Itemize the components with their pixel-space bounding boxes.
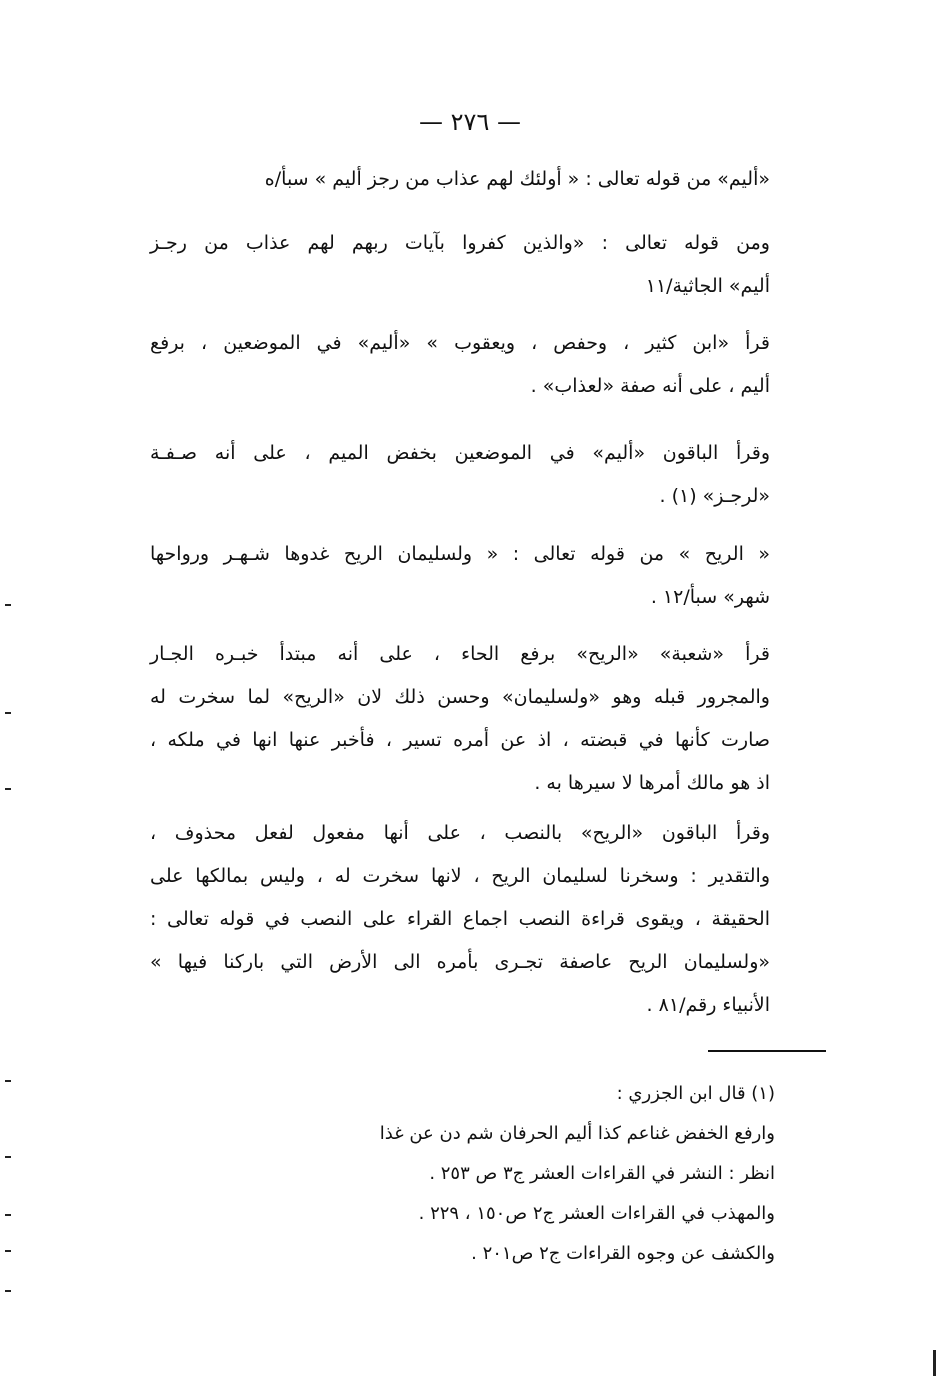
text-line: «لرجـز» (١) . bbox=[659, 485, 770, 507]
paragraph-shuba-reading bbox=[150, 633, 770, 805]
text-line: قرأ «ابن كثير ، وحفص ، ويعقوب » «أليم» في الموضعين ، برفع bbox=[150, 332, 770, 354]
footnote-divider bbox=[708, 1050, 826, 1052]
text-line: أليم ، على أنه صفة «لعذاب» . bbox=[530, 375, 770, 397]
text-line: اذ هو مالك أمرها لا سيرها به . bbox=[534, 772, 770, 794]
text-line: شهر» سبأ/١٢ . bbox=[650, 586, 770, 608]
footnote-line: انظر : النشر في القراءات العشر ج٣ ص ٢٥٣ . bbox=[429, 1163, 775, 1184]
scan-mark bbox=[933, 1350, 936, 1376]
footnote-line: (١) قال ابن الجزري : bbox=[616, 1083, 775, 1104]
paragraph-nasb-reading bbox=[150, 812, 770, 1027]
footnote-line: وارفع الخفض غناعم كذا أليم الحرفان شم دن عن غذا bbox=[379, 1123, 775, 1144]
text-line: الأنبياء رقم/٨١ . bbox=[646, 994, 770, 1016]
text-line: أليم» الجاثية/١١ bbox=[645, 275, 770, 297]
paragraph-reading-khafd bbox=[150, 432, 770, 518]
scan-mark bbox=[5, 1080, 11, 1082]
scan-mark bbox=[5, 1250, 11, 1252]
paragraph-alim-saba bbox=[150, 158, 770, 201]
scan-mark bbox=[5, 604, 11, 606]
text-line: «ولسليمان الريح عاصفة تجـرى بأمره الى الأرض التي باركنا فيها » bbox=[150, 951, 770, 973]
text-line: قرأ «شعبة» «الريح» برفع الحاء ، على أنه مبتدأ خبـره الجـار bbox=[150, 643, 770, 665]
footnote-line: والمهذب في القراءات العشر ج٢ ص١٥٠ ، ٢٢٩ . bbox=[418, 1203, 775, 1224]
scan-mark bbox=[5, 1214, 11, 1216]
page-number: — ٢٧٦ — bbox=[419, 108, 521, 136]
scan-mark bbox=[5, 1290, 11, 1292]
text-line: وقرأ الباقون «الريح» بالنصب ، على أنها مفعول لفعل محذوف ، bbox=[150, 822, 770, 844]
text-line: والمجرور قبله وهو «ولسليمان» وحسن ذلك لان «الريح» لما سخرت له bbox=[150, 686, 770, 708]
paragraph-alim-jathiya bbox=[150, 222, 770, 308]
text-line: وقرأ الباقون «أليم» في الموضعين بخفض الميم ، على أنه صـفـة bbox=[150, 442, 770, 464]
paragraph-reading-raf bbox=[150, 322, 770, 408]
text-line: والتقدير : وسخرنا لسليمان الريح ، لانها سخرت له ، وليس بمالكها على bbox=[150, 865, 770, 887]
footnotes bbox=[200, 1074, 775, 1274]
scan-mark bbox=[5, 1156, 11, 1158]
text-line: صارت كأنها في قبضته ، اذ عن أمره تسير ، فأخبر عنها انها في ملكه ، bbox=[150, 729, 770, 751]
scan-mark bbox=[5, 788, 11, 790]
text-line: الحقيقة ، ويقوى قراءة النصب اجماع القراء على النصب في قوله تعالى : bbox=[150, 908, 770, 930]
scan-mark bbox=[5, 712, 11, 714]
text-line: ومن قوله تعالى : «والذين كفروا بآيات ربهم لهم عذاب من رجـز bbox=[150, 232, 770, 254]
footnote-line: والكشف عن وجوه القراءات ج٢ ص٢٠١ . bbox=[471, 1243, 775, 1264]
text-line: «أليم» من قوله تعالى : « أولئك لهم عذاب من رجز أليم » سبأ/ه bbox=[264, 168, 770, 190]
text-line: « الريح » من قوله تعالى : « ولسليمان الريح غدوها شـهـر ورواحها bbox=[150, 543, 770, 565]
paragraph-rih-verse bbox=[150, 533, 770, 619]
